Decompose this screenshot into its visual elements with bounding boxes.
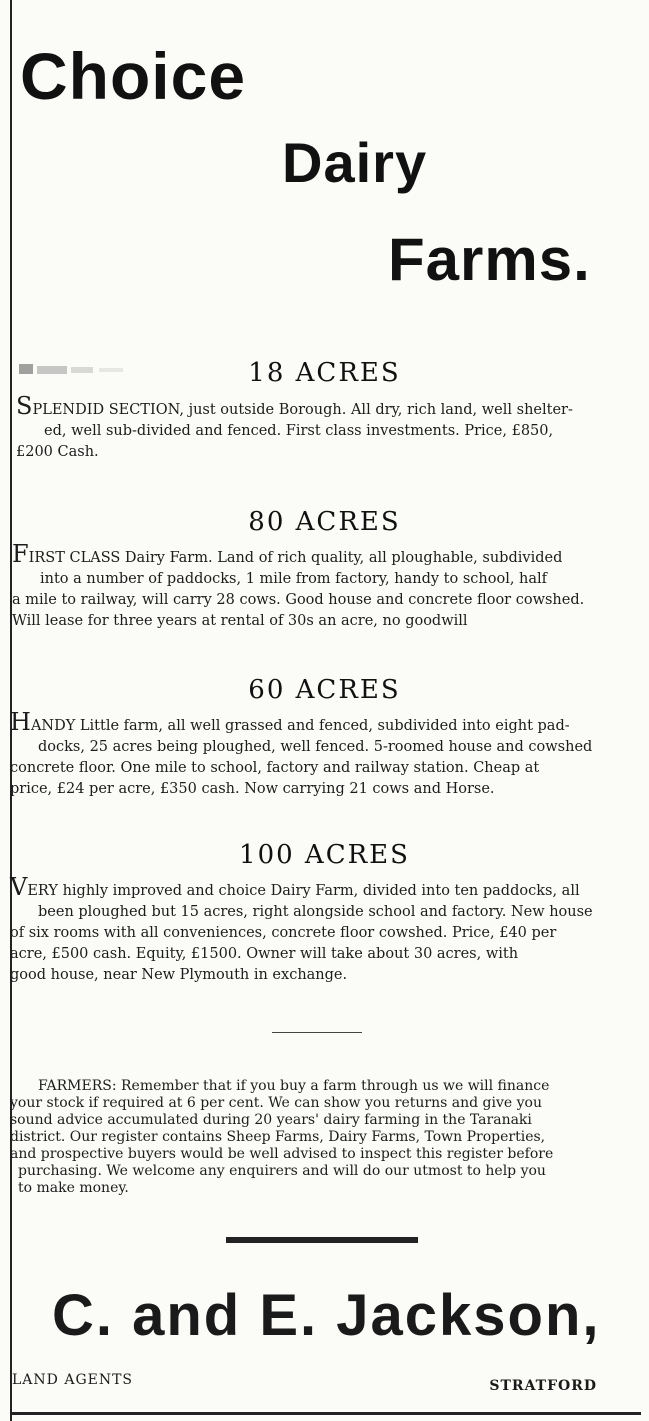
firm-role: LAND AGENTS: [12, 1372, 134, 1388]
bottom-border-rule: [10, 1412, 641, 1415]
listing-title-80-acres: 80 ACRES: [248, 507, 401, 537]
headline-choice: Choice: [20, 39, 247, 113]
listing-title-100-acres: 100 ACRES: [239, 840, 410, 870]
farmers-notice: FARMERS: Remember that if you buy a farm through us we will finance your stock if required at 6 per cent. We can show you returns and give you sound advice accumulated during 20 years' dairy farming in the Taranaki district. Our register contains Sheep Farms, Dairy Farms, Town Properties, and prospective buyers would be well advised to inspect this register before purchasing. We welcome any enquirers and will do our utmost to help you to make money.: [10, 1078, 554, 1196]
section-divider: [272, 1032, 362, 1033]
drop-cap: V: [10, 873, 28, 901]
drop-cap: S: [16, 392, 33, 420]
headline-farms: Farms.: [388, 226, 591, 293]
listing-title-18-acres: 18 ACRES: [248, 358, 401, 388]
drop-cap: F: [12, 540, 29, 568]
listing-title-60-acres: 60 ACRES: [248, 675, 401, 705]
headline-dairy: Dairy: [282, 131, 428, 194]
listing-body-100-acres: VERY highly improved and choice Dairy Farm, divided into ten paddocks, all been ploughed but 15 acres, right alongside school and factory. New house of six rooms with all conveniences, concrete floor cowshed. Price, £40 per acre, £500 cash. Equity, £1500. Owner will take about 30 acres, with good house, near New Plymouth in exchange.: [10, 873, 593, 983]
listing-body-80-acres: FIRST CLASS Dairy Farm. Land of rich quality, all ploughable, subdivided into a number of paddocks, 1 mile from factory, handy to school, half a mile to railway, will carry 28 cows. Good house and concrete floor cowshed. Will lease for three years at rental of 30s an acre, no goodwill: [12, 540, 585, 629]
drop-cap: H: [10, 708, 31, 736]
listing-body-60-acres: HANDY Little farm, all well grassed and fenced, subdivided into eight pad- docks, 25 acres being ploughed, well fenced. 5-roomed house and cowshed concrete floor. One mile to school, factory and railway station. Cheap at price, £24 per acre, £350 cash. Now carrying 21 cows and Horse.: [10, 708, 593, 797]
firm-name: C. and E. Jackson,: [52, 1283, 601, 1348]
double-rule-divider: [226, 1237, 418, 1243]
listing-body-18-acres: SPLENDID SECTION, just outside Borough. All dry, rich land, well shelter- ed, well sub-divided and fenced. First class investments. Price, £850, £200 Cash.: [16, 392, 573, 460]
firm-town: STRATFORD: [489, 1378, 597, 1394]
